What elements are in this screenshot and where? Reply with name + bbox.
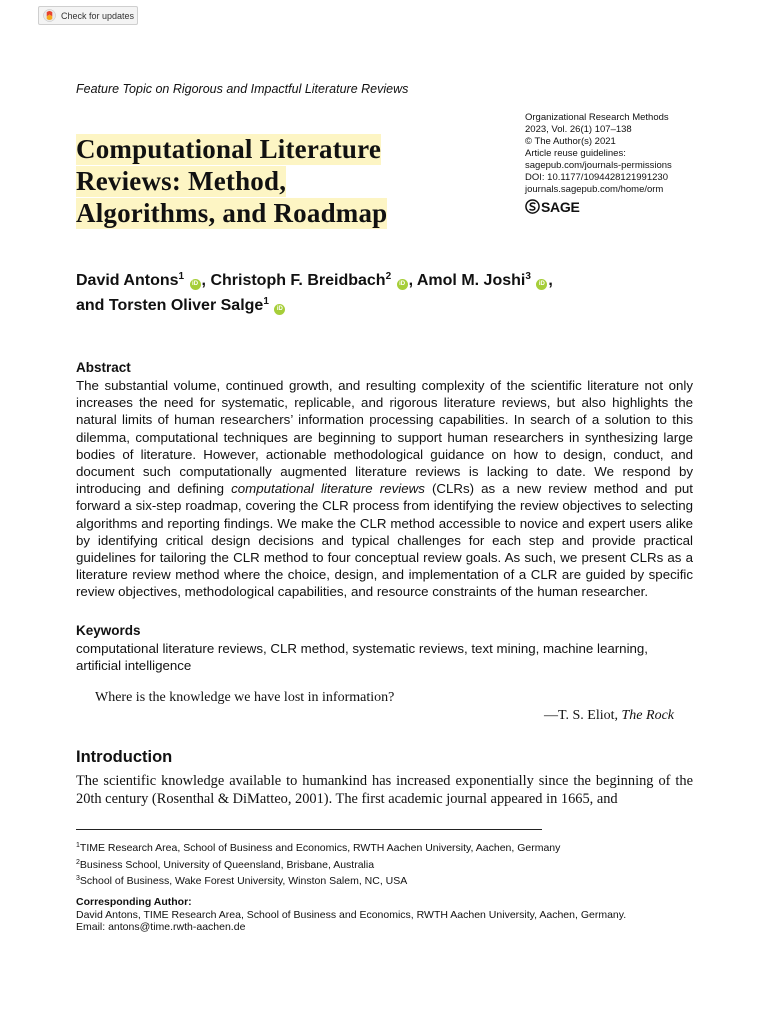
footnote-number: 3 (76, 875, 80, 882)
keywords-heading: Keywords (76, 623, 141, 638)
footnotes (76, 839, 716, 889)
footnote-item (76, 872, 716, 889)
journal-home-link[interactable]: journals.sagepub.com/home/orm (525, 184, 664, 195)
check-for-updates-badge[interactable] (38, 6, 138, 25)
epigraph-quote: Where is the knowledge we have lost in information? (95, 690, 395, 705)
feature-topic: Feature Topic on Rigorous and Impactful Literature Reviews (76, 82, 409, 96)
corresponding-address: David Antons, TIME Research Area, School of Business and Economics, RWTH Aachen University, Aachen, Germany. (76, 908, 627, 921)
epigraph-author: —T. S. Eliot, (543, 708, 622, 723)
sage-logo-text: SAGE (541, 198, 580, 215)
author-affiliation: 1 (178, 271, 185, 282)
journal-doi[interactable]: DOI: 10.1177/1094428121991230 (525, 172, 668, 183)
journal-copyright: © The Author(s) 2021 (525, 136, 616, 147)
journal-name: Organizational Research Methods (525, 112, 669, 123)
footnote-text: School of Business, Wake Forest University, Winston Salem, NC, USA (79, 875, 408, 887)
footnote-divider (76, 829, 542, 830)
article-title (76, 134, 496, 230)
footnote-item (76, 839, 716, 856)
footnote-text: TIME Research Area, School of Business and Economics, RWTH Aachen University, Aachen, Germany (79, 842, 561, 854)
author-separator: and (76, 297, 109, 314)
corresponding-author (76, 896, 716, 934)
title-line: Reviews: Method, (76, 166, 287, 196)
orcid-icon[interactable]: iD (397, 279, 408, 290)
sage-logo-icon (525, 199, 540, 214)
author-separator: , (201, 272, 211, 289)
footnote-number: 1 (76, 842, 80, 849)
author-affiliation: 2 (385, 271, 392, 282)
epigraph-attribution (544, 708, 674, 724)
keywords-text: computational literature reviews, CLR method, systematic reviews, text mining, machine learning, artificial intelligence (76, 641, 649, 674)
abstract-heading: Abstract (76, 360, 131, 375)
journal-volume: 2023, Vol. 26(1) 107–138 (525, 124, 632, 135)
abstract-text-part: (CLRs) as a new review method and put forward a six-step roadmap, covering the CLR process from identifying the review objectives to selecting algorithms and reporting findings. We make the CLR method accessible to novice and expert users alike by identifying critical design decisions and typical challenges for each step and provide practical guidelines for tailoring the CLR method to four conceptual review goals. As such, we present CLRs as a literature review method where the choice, design, and implementation of a CLR are guided by specific review objectives, methodological capabilities, and resource constraints of the human researcher. (76, 481, 693, 600)
author-name: Amol M. Joshi (416, 272, 526, 289)
footnote-number: 2 (76, 858, 80, 866)
author-list (76, 266, 696, 316)
check-for-updates-label: Check for updates (61, 10, 135, 21)
author-separator: , (548, 272, 553, 289)
author-affiliation: 1 (263, 296, 269, 307)
title-line: Computational Literature (76, 134, 382, 164)
title-line: Algorithms, and Roadmap (76, 198, 388, 228)
abstract-term: computational literature reviews (231, 481, 425, 497)
footnote-item (76, 856, 716, 873)
abstract-text-part: The substantial volume, continued growth, and resulting complexity of the scientific literature not only increases the need for systematic, replicable, and rigorous literature reviews, but also highlights the natural limits of human researchers’ information processing capabilities. In search of a solution to this dilemma, computational techniques are beginning to support human researchers in synthesizing large bodies of literature. However, actionable methodological guidance on how to design, conduct, and document such computationally augmented literature reviews is lacking to date. We respond by introducing and defining (76, 378, 693, 497)
orcid-icon[interactable]: iD (536, 279, 547, 290)
epigraph-work: The Rock (621, 708, 674, 723)
corresponding-label: Corresponding Author: (76, 896, 192, 908)
orcid-icon[interactable]: iD (190, 279, 201, 290)
author-affiliation: 3 (525, 271, 531, 282)
orcid-icon[interactable]: iD (274, 304, 285, 315)
corresponding-email[interactable]: Email: antons@time.rwth-aachen.de (76, 921, 246, 933)
author-name: Christoph F. Breidbach (210, 272, 386, 289)
check-updates-icon (43, 9, 56, 22)
author-separator: , (408, 272, 417, 289)
journal-reuse-link[interactable]: sagepub.com/journals-permissions (525, 160, 672, 171)
journal-info (525, 112, 745, 214)
abstract-text (76, 377, 693, 601)
author-name: David Antons (76, 272, 179, 289)
journal-reuse-label: Article reuse guidelines: (525, 148, 626, 159)
introduction-text: The scientific knowledge available to humankind has increased exponentially since the beginning of the 20th century (Rosenthal & DiMatteo, 2001). The first academic journal appeared in 1665, and (76, 773, 693, 807)
footnote-text: Business School, University of Queensland, Brisbane, Australia (79, 858, 375, 871)
author-name: Torsten Oliver Salge (108, 297, 264, 314)
sage-logo (525, 199, 745, 214)
introduction-heading: Introduction (76, 748, 173, 766)
